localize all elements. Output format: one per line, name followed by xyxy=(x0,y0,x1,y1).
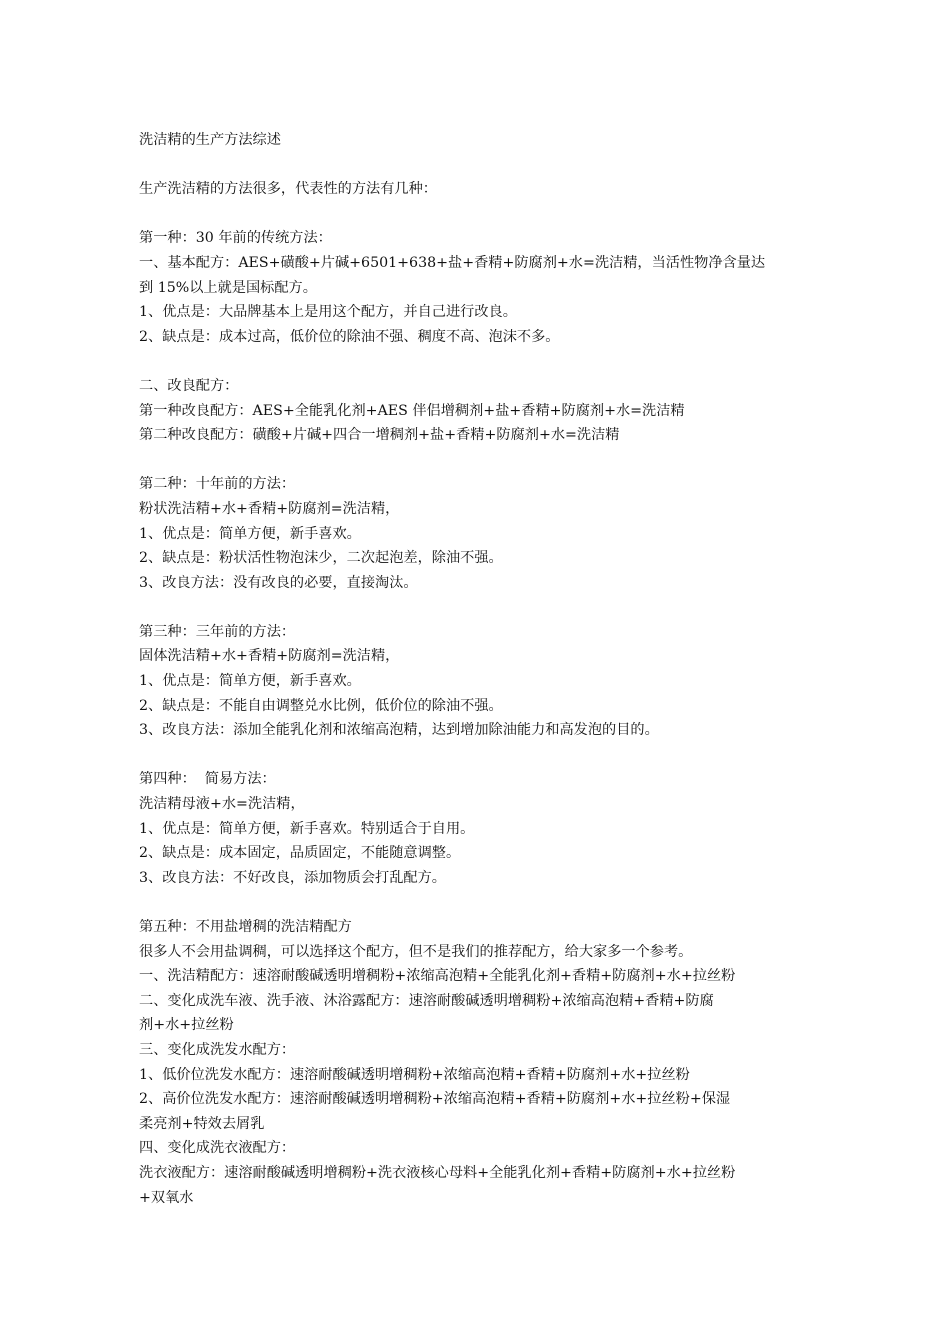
section4-heading: 第四种： 简易方法： xyxy=(139,771,276,788)
section2-line: 2、缺点是：粉状活性物泡沫少，二次起泡差，除油不强。 xyxy=(139,550,503,567)
section3-line: 3、改良方法：添加全能乳化剂和浓缩高泡精，达到增加除油能力和高发泡的目的。 xyxy=(139,722,659,739)
spacer xyxy=(139,595,819,620)
section5-line: 2、高价位洗发水配方：速溶耐酸碱透明增稠粉+浓缩高泡精+香精+防腐剂+水+拉丝粉+保湿 xyxy=(139,1091,731,1108)
section2-line: 1、优点是：简单方便，新手喜欢。 xyxy=(139,525,361,542)
section5-line: 柔亮剂+特效去屑乳 xyxy=(139,1115,265,1132)
spacer xyxy=(139,890,819,915)
section1-line: 1、优点是：大品牌基本上是用这个配方，并自己进行改良。 xyxy=(139,304,517,321)
section2-line: 粉状洗洁精+水+香精+防腐剂=洗洁精， xyxy=(139,500,400,517)
section3-heading: 第三种：三年前的方法： xyxy=(139,623,296,640)
section1-subline: 第一种改良配方：AES+全能乳化剂+AES 伴侣增稠剂+盐+香精+防腐剂+水=洗洁精 xyxy=(139,402,685,419)
section5-line: 三、变化成洗发水配方： xyxy=(139,1041,296,1058)
section3-line: 1、优点是：简单方便，新手喜欢。 xyxy=(139,673,361,690)
section5-line: 剂+水+拉丝粉 xyxy=(139,1017,234,1034)
section5-line: 1、低价位洗发水配方：速溶耐酸碱透明增稠粉+浓缩高泡精+香精+防腐剂+水+拉丝粉 xyxy=(139,1066,690,1083)
spacer xyxy=(139,349,819,374)
section1-line: 一、基本配方：AES+磺酸+片碱+6501+638+盐+香精+防腐剂+水=洗洁精，当活性物净含量达 xyxy=(139,254,766,271)
section1-line: 2、缺点是：成本过高，低价位的除油不强、稠度不高、泡沫不多。 xyxy=(139,328,560,345)
section1-subline: 第二种改良配方：磺酸+片碱+四合一增稠剂+盐+香精+防腐剂+水=洗洁精 xyxy=(139,427,620,444)
section2-line: 3、改良方法：没有改良的必要，直接淘汰。 xyxy=(139,574,418,591)
section5-line: 四、变化成洗衣液配方： xyxy=(139,1140,296,1157)
spacer xyxy=(139,448,819,473)
section1-line: 到 15%以上就是国标配方。 xyxy=(139,279,317,296)
spacer xyxy=(139,202,819,227)
section5-line: +双氧水 xyxy=(139,1189,194,1206)
section4-line: 3、改良方法：不好改良，添加物质会打乱配方。 xyxy=(139,869,446,886)
document-body xyxy=(139,128,819,1210)
section4-line: 洗洁精母液+水=洗洁精， xyxy=(139,796,305,813)
section1-heading: 第一种：30 年前的传统方法： xyxy=(139,230,332,247)
spacer xyxy=(139,743,819,768)
section5-line: 很多人不会用盐调稠，可以选择这个配方，但不是我们的推荐配方，给大家多一个参考。 xyxy=(139,943,693,960)
section5-line: 洗衣液配方：速溶耐酸碱透明增稠粉+洗衣液核心母料+全能乳化剂+香精+防腐剂+水+拉丝粉 xyxy=(139,1164,736,1181)
section3-line: 2、缺点是：不能自由调整兑水比例，低价位的除油不强。 xyxy=(139,697,503,714)
document-title: 洗洁精的生产方法综述 xyxy=(139,132,281,148)
section5-line: 二、变化成洗车液、洗手液、沐浴露配方：速溶耐酸碱透明增稠粉+浓缩高泡精+香精+防腐 xyxy=(139,992,714,1009)
section3-line: 固体洗洁精+水+香精+防腐剂=洗洁精， xyxy=(139,648,400,665)
section2-heading: 第二种：十年前的方法： xyxy=(139,476,296,493)
section5-line: 一、洗洁精配方：速溶耐酸碱透明增稠粉+浓缩高泡精+全能乳化剂+香精+防腐剂+水+拉丝粉 xyxy=(139,968,736,985)
section4-line: 2、缺点是：成本固定，品质固定，不能随意调整。 xyxy=(139,845,461,862)
intro-paragraph: 生产洗洁精的方法很多，代表性的方法有几种： xyxy=(139,181,437,198)
section5-heading: 第五种：不用盐增稠的洗洁精配方 xyxy=(139,919,352,935)
section4-line: 1、优点是：简单方便，新手喜欢。特别适合于自用。 xyxy=(139,820,475,837)
section1-subheading: 二、改良配方： xyxy=(139,377,239,394)
